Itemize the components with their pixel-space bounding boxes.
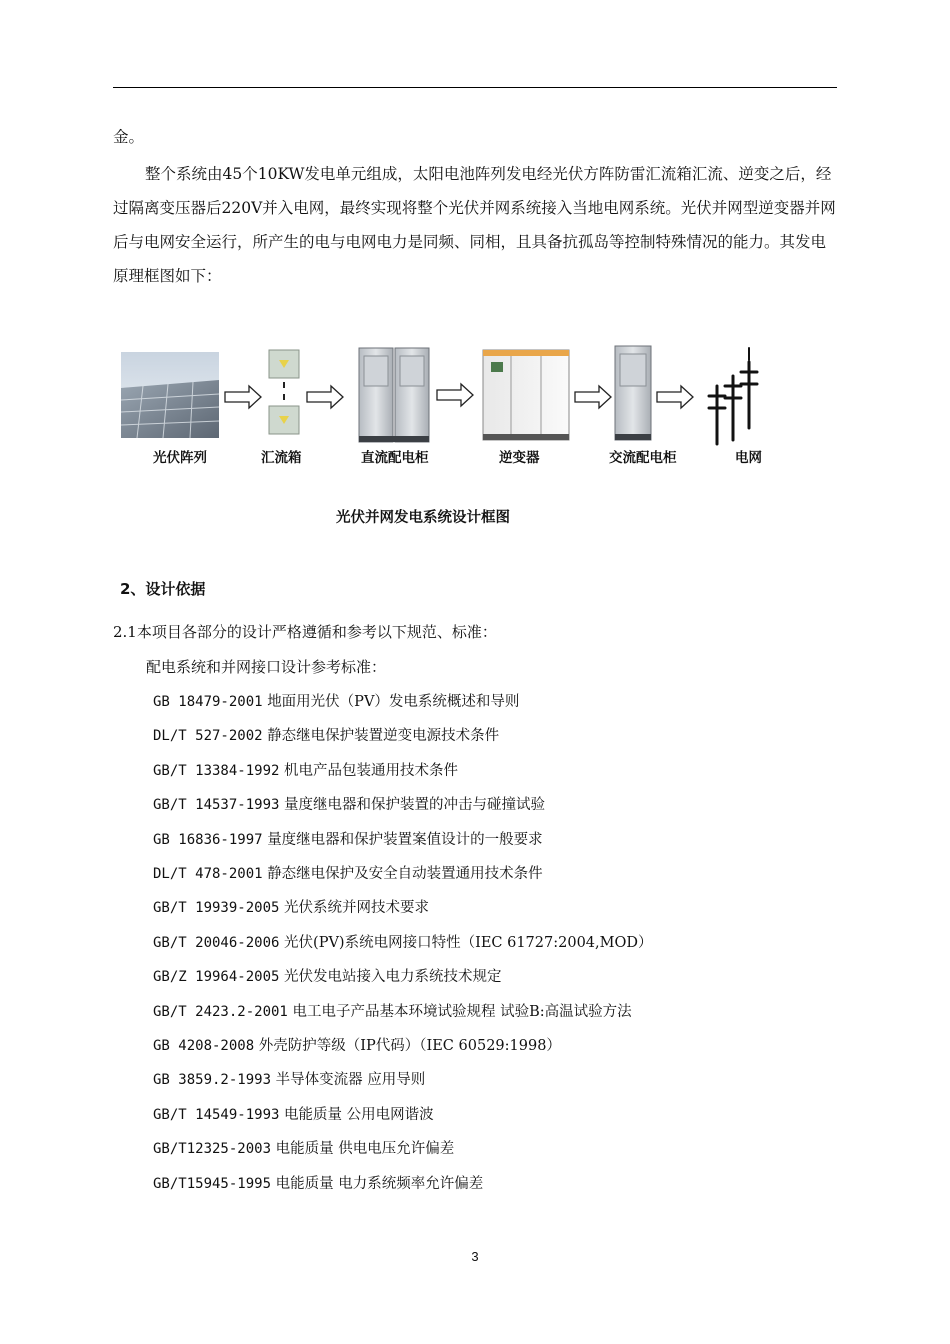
dc-cabinet-image bbox=[359, 348, 429, 442]
body-paragraph: 整个系统由45个10KW发电单元组成，太阳电池阵列发电经光伏方阵防雷汇流箱汇流、逆变之后，经过隔离变压器后220V并入电网，最终实现将整个光伏并网系统接入当地电网系统。光伏并网型逆变器并网后与电网安全运行，所产生的电与电网电力是同频、同相，且具备抗孤岛等控制特殊情况的能力。其发电原理框图如下： bbox=[113, 165, 836, 285]
pv-array-image bbox=[121, 352, 219, 438]
label-grid: 电网 bbox=[735, 450, 762, 466]
standard-title: 电能质量 公用电网谐波 bbox=[284, 1106, 434, 1123]
standard-item bbox=[153, 931, 653, 952]
standard-code: GB 4208-2008 bbox=[153, 1038, 255, 1054]
standard-code: GB/T 2423.2-2001 bbox=[153, 1003, 288, 1020]
standard-code: GB/T12325-2003 bbox=[153, 1141, 272, 1158]
standard-code: GB/T 14537-1993 bbox=[153, 797, 280, 814]
standard-title: 电工电子产品基本环境试验规程 试验B:高温试验方法 bbox=[292, 1003, 632, 1020]
label-inverter: 逆变器 bbox=[499, 450, 540, 466]
combiner-box-image bbox=[269, 350, 299, 434]
standard-title: 光伏(PV)系统电网接口特性（IEC 61727:2004,MOD） bbox=[284, 934, 653, 951]
standard-code: DL/T 478-2001 bbox=[153, 866, 263, 882]
standard-title: 地面用光伏（PV）发电系统概述和导则 bbox=[267, 694, 520, 710]
standard-code: GB/T 13384-1992 bbox=[153, 762, 280, 779]
standard-title: 量度继电器和保护装置案值设计的一般要求 bbox=[267, 831, 543, 848]
label-dc-cabinet: 直流配电柜 bbox=[361, 450, 429, 466]
standard-title: 半导体变流器 应用导则 bbox=[275, 1072, 426, 1089]
standard-code: GB 3859.2-1993 bbox=[153, 1072, 272, 1089]
intro-fragment: 金。 bbox=[113, 128, 145, 146]
section-heading: 2、设计依据 bbox=[120, 580, 206, 598]
arrow-icon bbox=[307, 386, 343, 408]
inverter-image bbox=[483, 350, 569, 440]
sub-heading: 配电系统和并网接口设计参考标准： bbox=[146, 658, 387, 676]
standard-item bbox=[153, 828, 543, 849]
standard-code: GB/T 14549-1993 bbox=[153, 1106, 280, 1123]
standard-code: GB/T 20046-2006 bbox=[153, 934, 280, 951]
standard-item bbox=[153, 690, 519, 711]
block-diagram-graphic bbox=[113, 340, 837, 470]
arrow-icon bbox=[437, 384, 473, 406]
standard-item bbox=[153, 1034, 561, 1055]
standard-item bbox=[153, 1103, 434, 1124]
standard-title: 外壳防护等级（IP代码）（IEC 60529:1998） bbox=[258, 1038, 561, 1054]
label-pv-array: 光伏阵列 bbox=[153, 450, 207, 466]
figure-caption: 光伏并网发电系统设计框图 bbox=[336, 510, 510, 526]
header-rule bbox=[113, 87, 837, 88]
standard-title: 电能质量 供电电压允许偏差 bbox=[275, 1141, 455, 1158]
label-combiner-box: 汇流箱 bbox=[261, 450, 302, 466]
standard-item bbox=[153, 965, 502, 986]
arrow-icon bbox=[575, 386, 611, 408]
block-diagram bbox=[113, 340, 837, 470]
standard-item bbox=[153, 1000, 632, 1021]
standard-code: DL/T 527-2002 bbox=[153, 728, 263, 745]
standard-title: 机电产品包装通用技术条件 bbox=[284, 762, 459, 779]
label-ac-cabinet: 交流配电柜 bbox=[609, 450, 677, 466]
standard-title: 量度继电器和保护装置的冲击与碰撞试验 bbox=[284, 797, 546, 814]
standard-item bbox=[153, 1068, 425, 1089]
standard-code: GB 18479-2001 bbox=[153, 694, 263, 710]
standard-item bbox=[153, 1172, 483, 1193]
clause-text: 2.1本项目各部分的设计严格遵循和参考以下规范、标准： bbox=[113, 623, 497, 641]
arrow-icon bbox=[225, 386, 261, 408]
standard-code: GB 16836-1997 bbox=[153, 831, 263, 848]
standard-title: 光伏系统并网技术要求 bbox=[284, 900, 430, 917]
standard-item bbox=[153, 1137, 454, 1158]
standard-item bbox=[153, 793, 545, 814]
ac-cabinet-image bbox=[615, 346, 651, 440]
standard-item bbox=[153, 862, 543, 883]
standard-item bbox=[153, 759, 458, 780]
page-number: 3 bbox=[471, 1249, 479, 1264]
standard-title: 静态继电保护装置逆变电源技术条件 bbox=[267, 728, 500, 745]
standard-title: 静态继电保护及安全自动装置通用技术条件 bbox=[267, 866, 543, 882]
standard-code: GB/T 19939-2005 bbox=[153, 900, 280, 917]
standard-item bbox=[153, 724, 499, 745]
power-grid-icon bbox=[709, 348, 757, 444]
standard-code: GB/T15945-1995 bbox=[153, 1175, 272, 1192]
standard-title: 电能质量 电力系统频率允许偏差 bbox=[275, 1175, 484, 1192]
standard-title: 光伏发电站接入电力系统技术规定 bbox=[284, 969, 502, 986]
standard-item bbox=[153, 896, 429, 917]
standard-code: GB/Z 19964-2005 bbox=[153, 969, 280, 986]
arrow-icon bbox=[657, 386, 693, 408]
